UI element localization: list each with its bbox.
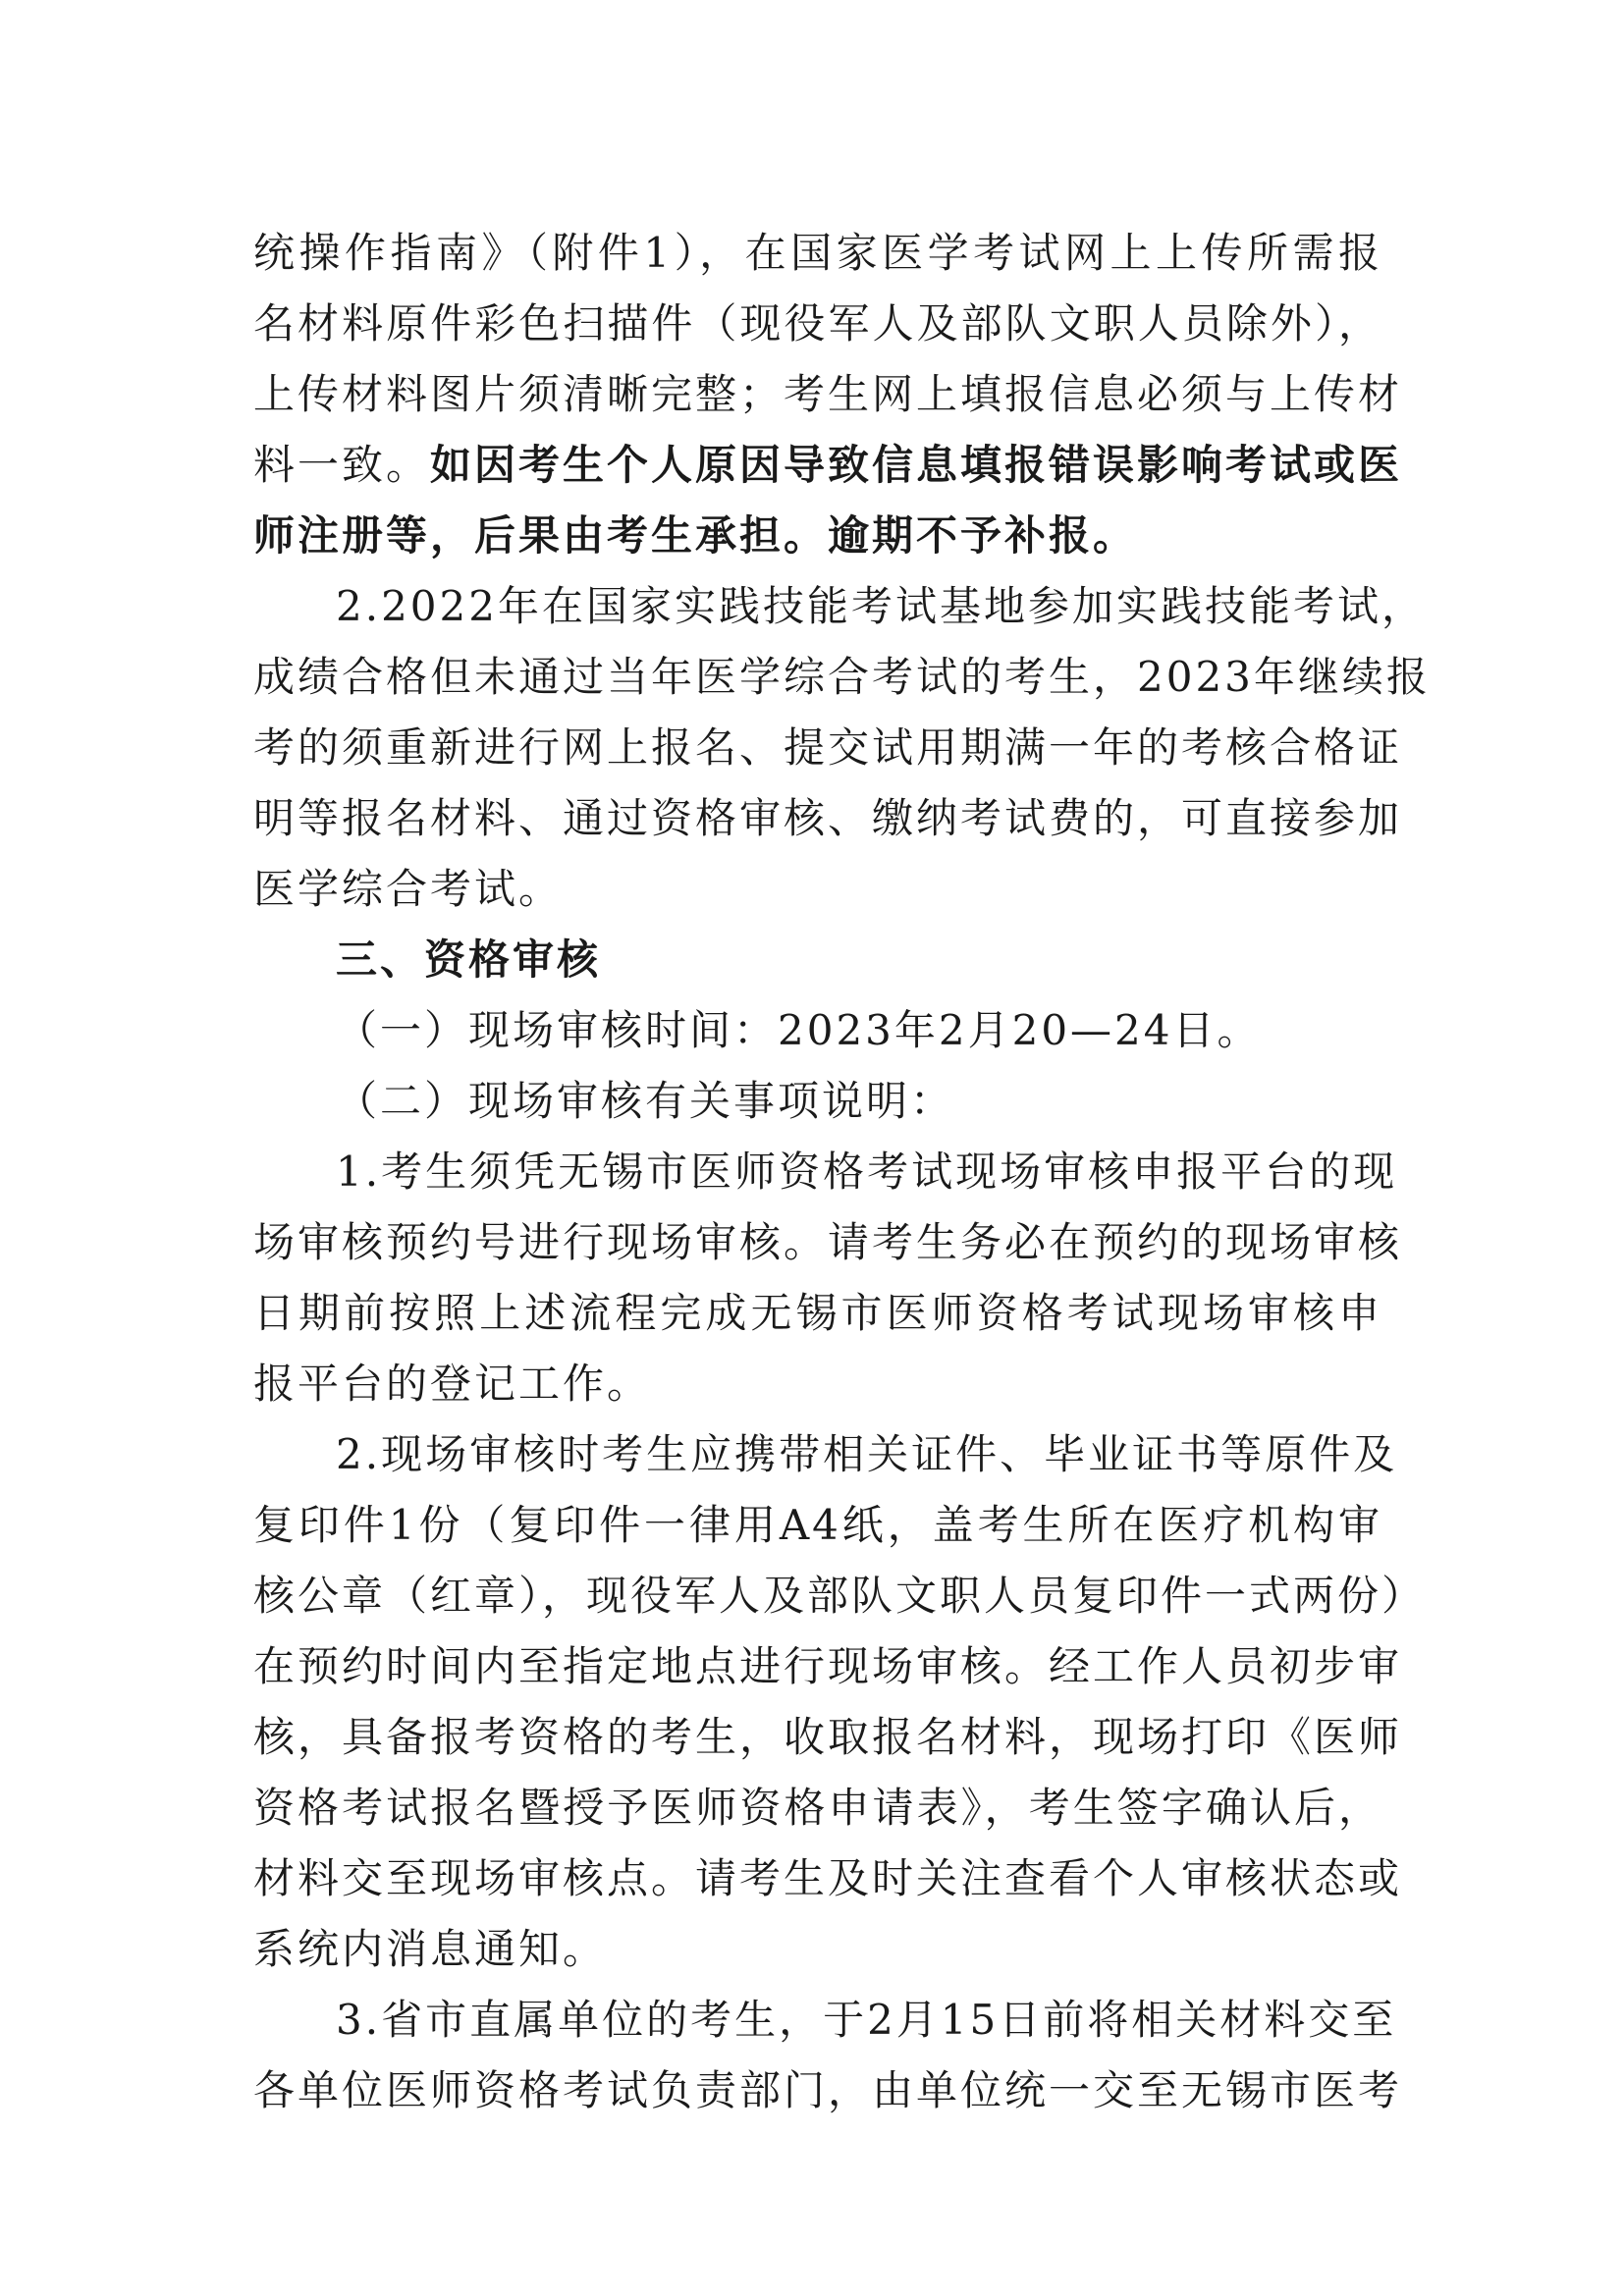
text-span: 2.现场审核时考生应携带相关证件、毕业证书等原件及 xyxy=(336,1430,1398,1478)
text-line xyxy=(253,430,1403,501)
text-span: 医学综合考试。 xyxy=(253,865,564,913)
text-span: 日期前按照上述流程完成无锡市医师资格考试现场审核申 xyxy=(253,1289,1382,1337)
text-span: 成绩合格但未通过当年医学综合考试的考生，2023年继续报 xyxy=(253,653,1431,701)
text-span: 2.2022年在国家实践技能考试基地参加实践技能考试， xyxy=(336,582,1426,630)
text-span: 3.省市直属单位的考生，于2月15日前将相关材料交至 xyxy=(336,1996,1397,2044)
text-line xyxy=(253,1207,1403,1278)
text-line xyxy=(253,642,1431,713)
text-line xyxy=(253,995,1382,1066)
text-span: 报平台的登记工作。 xyxy=(253,1360,652,1408)
text-span: 复印件1份（复印件一律用A4纸，盖考生所在医疗机构审 xyxy=(253,1501,1382,1549)
text-span: 在预约时间内至指定地点进行现场审核。经工作人员初步审 xyxy=(253,1642,1403,1690)
text-line xyxy=(253,1066,1382,1137)
text-line xyxy=(253,1278,1382,1349)
document-body xyxy=(253,218,1431,2126)
text-line xyxy=(253,289,1382,359)
text-line xyxy=(253,713,1403,783)
text-line xyxy=(253,1137,1398,1207)
text-line xyxy=(253,1349,1382,1419)
text-line xyxy=(253,359,1403,430)
text-span: 场审核预约号进行现场审核。请考生务必在预约的现场审核 xyxy=(253,1218,1403,1266)
bold-text: 如因考生个人原因导致信息填报错误影响考试或医 xyxy=(430,441,1403,489)
text-span: 上传材料图片须清晰完整；考生网上填报信息必须与上传材 xyxy=(253,370,1403,418)
text-span: 资格考试报名暨授予医师资格申请表》，考生签字确认后， xyxy=(253,1784,1382,1832)
text-span: 1.考生须凭无锡市医师资格考试现场审核申报平台的现 xyxy=(336,1148,1398,1196)
text-span: 各单位医师资格考试负责部门，由单位统一交至无锡市医考 xyxy=(253,2066,1403,2114)
text-span: 明等报名材料、通过资格审核、缴纳考试费的，可直接参加 xyxy=(253,794,1403,842)
text-line xyxy=(253,1773,1382,1843)
text-span: 料一致。 xyxy=(253,441,431,489)
text-line xyxy=(253,1702,1403,1773)
text-span: 统操作指南》（附件1），在国家医学考试网上上传所需报 xyxy=(253,229,1382,277)
bold-text: 师注册等，后果由考生承担。逾期不予补报。 xyxy=(253,511,1138,560)
text-line xyxy=(253,1914,1382,1985)
text-line xyxy=(253,1419,1398,1490)
text-span: 系统内消息通知。 xyxy=(253,1925,608,1973)
text-span: 核，具备报考资格的考生，收取报名材料，现场打印《医师 xyxy=(253,1713,1403,1761)
text-line xyxy=(253,1631,1403,1702)
text-span: 材料交至现场审核点。请考生及时关注查看个人审核状态或 xyxy=(253,1854,1403,1902)
bold-text: 三、资格审核 xyxy=(336,935,602,984)
text-line xyxy=(253,218,1382,289)
text-span: （一）现场审核时间：2023年2月20—24日。 xyxy=(336,1006,1262,1054)
text-line xyxy=(253,1843,1403,1914)
section-heading xyxy=(253,925,1382,995)
text-span: 核公章（红章），现役军人及部队文职人员复印件一式两份） xyxy=(253,1572,1427,1620)
text-line xyxy=(253,783,1403,854)
text-line xyxy=(253,571,1426,642)
text-line xyxy=(253,1985,1397,2056)
text-line xyxy=(253,501,1382,571)
text-span: 名材料原件彩色扫描件（现役军人及部队文职人员除外）， xyxy=(253,299,1382,347)
text-span: 考的须重新进行网上报名、提交试用期满一年的考核合格证 xyxy=(253,723,1403,772)
text-line xyxy=(253,2056,1403,2126)
text-line xyxy=(253,854,1382,925)
text-line xyxy=(253,1561,1427,1631)
text-span: （二）现场审核有关事项说明： xyxy=(336,1077,955,1125)
text-line xyxy=(253,1490,1382,1561)
